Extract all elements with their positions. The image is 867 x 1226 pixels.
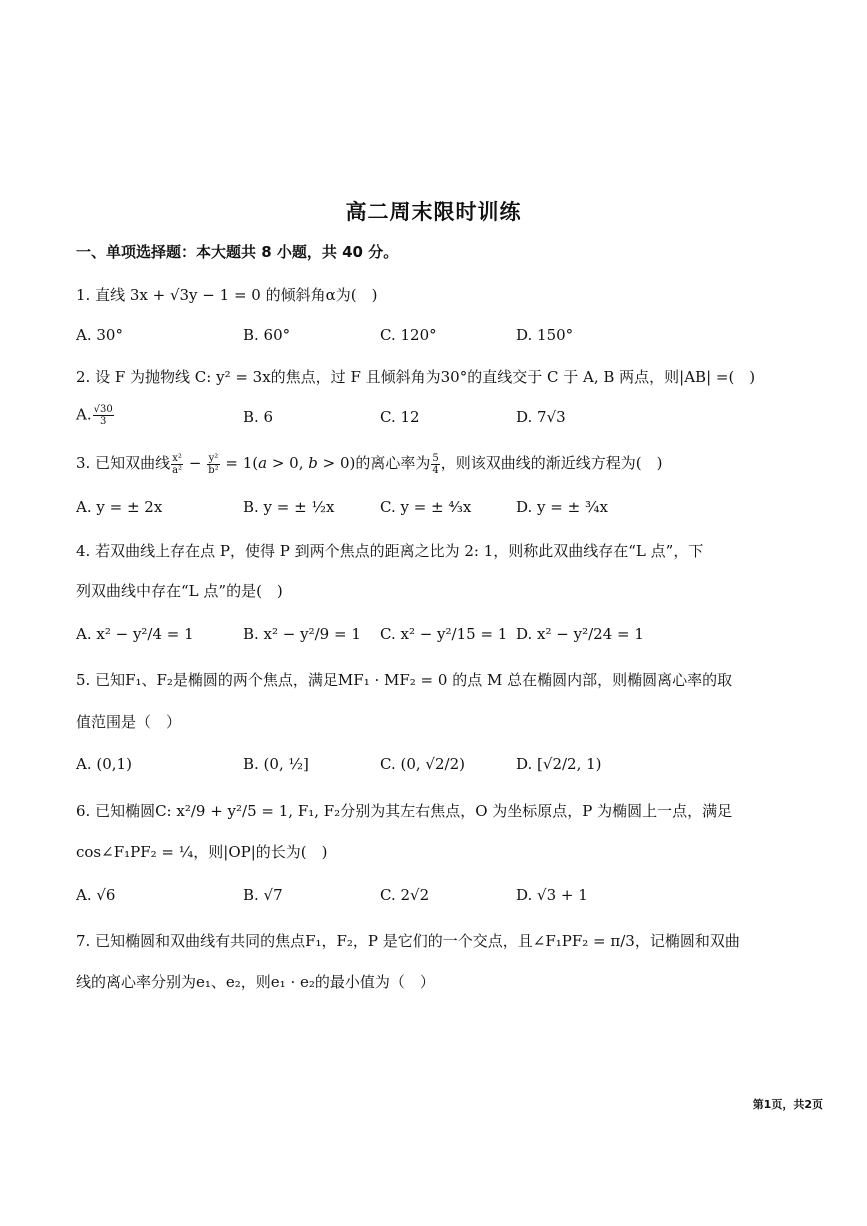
option-d: D. x² − y²/24 = 1 xyxy=(516,625,644,643)
question-3-stem: 3. 已知双曲线 $\frac{\text{x²}}{\text{a²}}$ − $\frac{\text{y²}}{\text{b²}}$ = 1(a > 0, b > 0)的离心率为 $\frac{5}{4}$ ，则该双曲线的渐近线方程为( ) xyxy=(76,452,663,476)
hyperbola-y-term: $\frac{\text{y²}}{\text{b²}}$ xyxy=(208,452,219,476)
option-d: D. y = ± ¾x xyxy=(516,498,608,516)
option-c: C. 2√2 xyxy=(380,886,430,904)
question-2-stem: 2. 设 F 为抛物线 C: y² = 3x的焦点，过 F 且倾斜角为30°的直线交于 C 于 A, B 两点，则|AB| =( ) xyxy=(76,368,756,386)
option-d: D. [√2/2, 1) xyxy=(516,755,602,773)
question-1-options xyxy=(76,326,796,354)
hyperbola-x-term: $\frac{\text{x²}}{\text{a²}}$ xyxy=(172,452,183,476)
option-a-fraction xyxy=(93,404,114,427)
option-a: A. x² − y²/4 = 1 xyxy=(76,625,194,643)
option-b: B. (0, ½] xyxy=(243,755,309,773)
question-7-stem-line1: 7. 已知椭圆和双曲线有共同的焦点F₁，F₂，P 是它们的一个交点，且∠F₁PF₂ = π/3，记椭圆和双曲 xyxy=(76,932,740,950)
page-footer: 第1页，共2页 xyxy=(752,1098,823,1111)
option-b: B. x² − y²/9 = 1 xyxy=(243,625,361,643)
eccentricity-fraction: $\frac{5}{4}$ xyxy=(432,452,439,476)
question-3-options xyxy=(76,498,796,526)
question-6-stem-line1: 6. 已知椭圆C: x²/9 + y²/5 = 1, F₁, F₂分别为其左右焦点，O 为坐标原点，P 为椭圆上一点，满足 xyxy=(76,802,733,820)
question-6-options xyxy=(76,886,796,914)
option-a: A. √6 xyxy=(76,886,116,904)
page-title: 高二周末限时训练 xyxy=(345,200,522,224)
stem-part: ，则该双曲线的渐近线方程为( ) xyxy=(440,454,663,472)
option-a: A. 30° xyxy=(76,326,123,344)
option-d: D. 150° xyxy=(516,326,574,344)
option-c: C. 12 xyxy=(380,408,420,426)
section-heading: 一、单项选择题：本大题共 8 小题，共 40 分。 xyxy=(76,243,399,261)
question-5-options xyxy=(76,755,796,783)
option-b: B. y = ± ½x xyxy=(243,498,335,516)
option-a: A. (0,1) xyxy=(76,755,132,773)
option-a xyxy=(76,404,115,427)
option-d: D. √3 + 1 xyxy=(516,886,588,904)
question-4-options xyxy=(76,625,796,653)
option-c: C. y = ± ⁴⁄₃x xyxy=(380,498,472,516)
option-a-prefix: A. xyxy=(76,405,92,424)
option-b: B. 6 xyxy=(243,408,274,426)
option-b: B. √7 xyxy=(243,886,283,904)
option-a: A. y = ± 2x xyxy=(76,498,163,516)
question-5-stem-line1: 5. 已知F₁、F₂是椭圆的两个焦点，满足MF₁ · MF₂ = 0 的点 M 总在椭圆内部，则椭圆离心率的取 xyxy=(76,671,733,689)
fraction-numerator: √30 xyxy=(93,404,113,415)
question-4-stem-line1: 4. 若双曲线上存在点 P，使得 P 到两个焦点的距离之比为 2: 1，则称此双曲线存在“L 点”，下 xyxy=(76,542,704,560)
stem-part: 的离心率为 xyxy=(355,454,431,472)
stem-part: 3. 已知双曲线 xyxy=(76,454,171,472)
question-6-stem-line2: cos∠F₁PF₂ = ¼，则|OP|的长为( ) xyxy=(76,843,328,861)
question-4-stem-line2: 列双曲线中存在“L 点”的是( ) xyxy=(76,582,283,600)
option-c: C. 120° xyxy=(380,326,437,344)
question-2-options xyxy=(76,404,796,432)
option-c: C. (0, √2/2) xyxy=(380,755,465,773)
fraction-denominator: 3 xyxy=(99,416,107,427)
question-7-stem-line2: 线的离心率分别为e₁、e₂，则e₁ · e₂的最小值为（ ） xyxy=(76,973,435,991)
option-d: D. 7√3 xyxy=(516,408,566,426)
question-5-stem-line2: 值范围是（ ） xyxy=(76,713,182,731)
option-b: B. 60° xyxy=(243,326,291,344)
option-c: C. x² − y²/15 = 1 xyxy=(380,625,508,643)
question-1-stem: 1. 直线 3x + √3y − 1 = 0 的倾斜角α为( ) xyxy=(76,286,378,304)
